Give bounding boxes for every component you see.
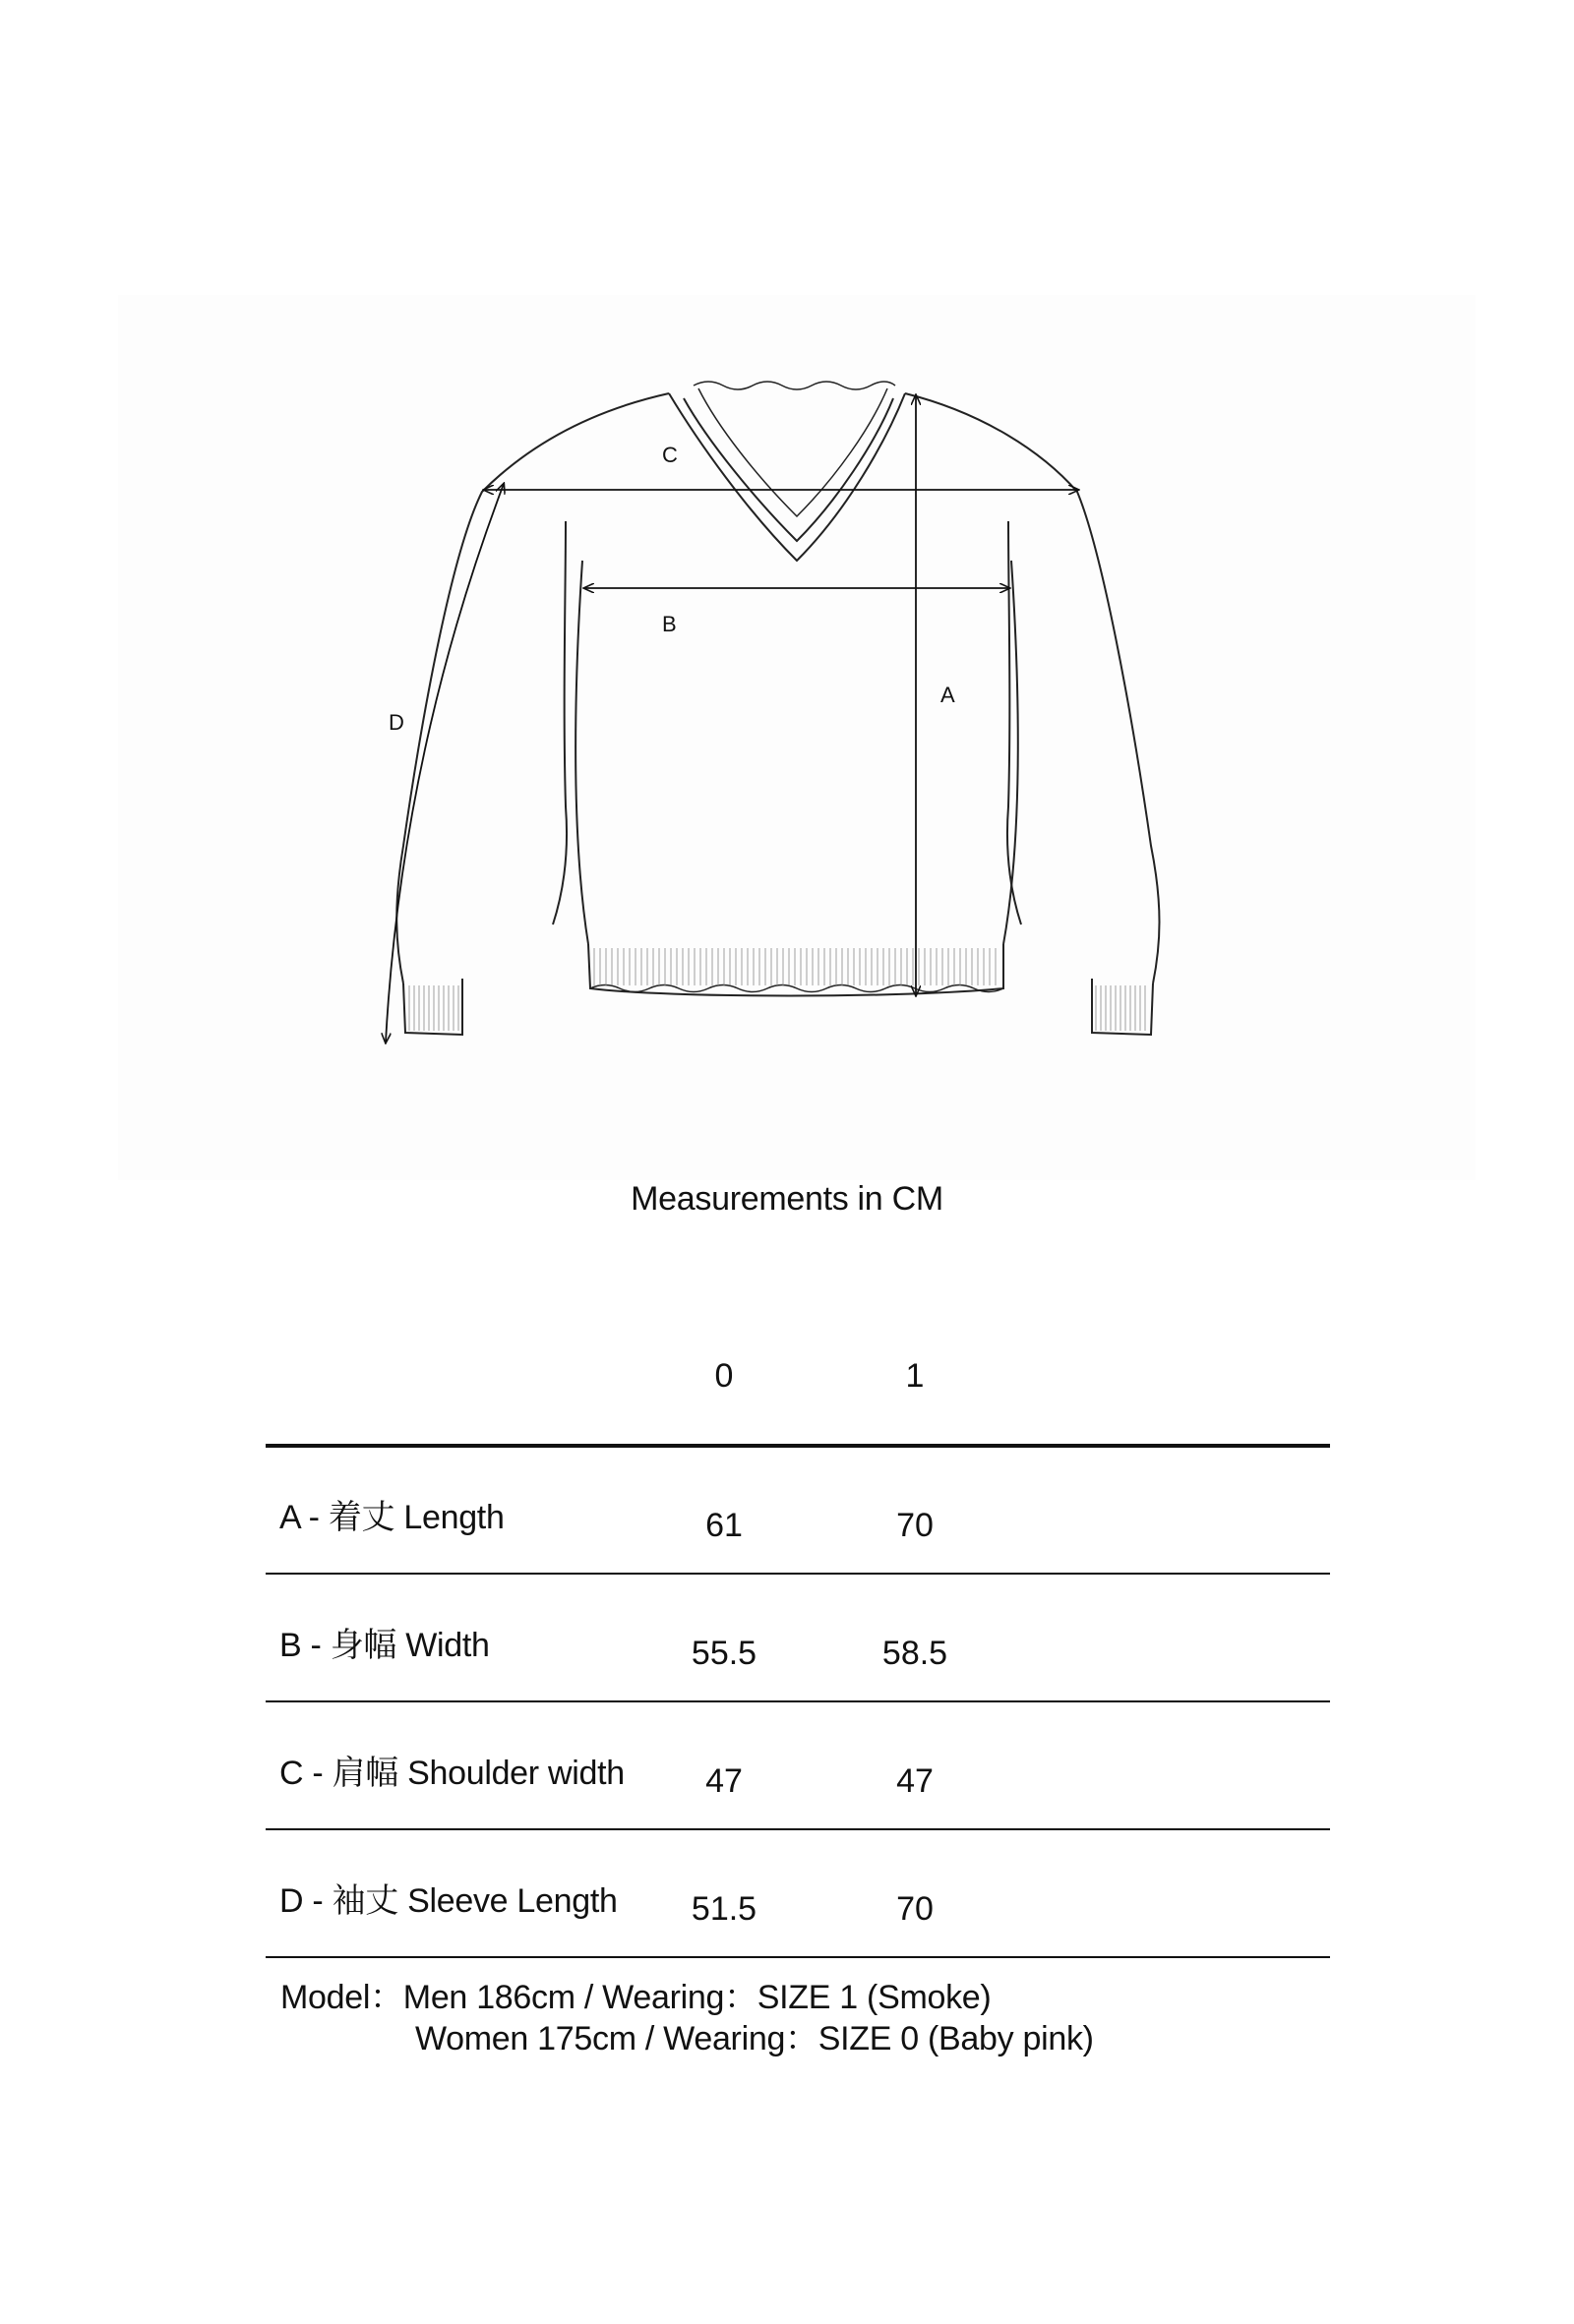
model-note-women: Women 175cm / Wearing：SIZE 0 (Baby pink) <box>415 2020 1094 2057</box>
row-label-sleeve: D - 袖丈 Sleeve Length <box>279 1882 618 1920</box>
rib-texture <box>409 948 1145 1031</box>
sweater-diagram-panel <box>118 295 1476 1180</box>
cell-sleeve-size1: 70 <box>896 1890 934 1928</box>
label-b: B <box>662 612 677 636</box>
cell-length-size1: 70 <box>896 1507 934 1544</box>
row-label-width: B - 身幅 Width <box>279 1627 490 1664</box>
size-header-0: 0 <box>714 1357 734 1395</box>
row-label-length: A - 着丈 Length <box>279 1499 505 1536</box>
row-label-shoulder: C - 肩幅 Shoulder width <box>279 1755 625 1792</box>
model-note-men: Model：Men 186cm / Wearing：SIZE 1 (Smoke) <box>280 1979 992 2016</box>
measurements-caption: Measurements in CM <box>631 1180 943 1218</box>
cell-width-size1: 58.5 <box>881 1635 948 1672</box>
cell-width-size0: 55.5 <box>691 1635 757 1672</box>
measure-line-d <box>386 484 504 1043</box>
table-header-rule <box>266 1444 1330 1448</box>
size-header-1: 1 <box>905 1357 925 1395</box>
table-row-rule <box>266 1700 1330 1702</box>
label-a: A <box>940 683 955 707</box>
sweater-outline <box>396 382 1159 1035</box>
table-bottom-rule <box>266 1956 1330 1958</box>
cell-length-size0: 61 <box>705 1507 743 1544</box>
model-note <box>280 1977 1094 2059</box>
measurement-lines <box>386 395 1078 1043</box>
label-c: C <box>662 443 678 467</box>
cell-sleeve-size0: 51.5 <box>691 1890 757 1928</box>
cell-shoulder-size1: 47 <box>896 1762 934 1800</box>
label-d: D <box>389 710 404 735</box>
sweater-diagram <box>118 295 1476 1180</box>
table-row-rule <box>266 1828 1330 1830</box>
cell-shoulder-size0: 47 <box>705 1762 743 1800</box>
table-row-rule <box>266 1573 1330 1575</box>
